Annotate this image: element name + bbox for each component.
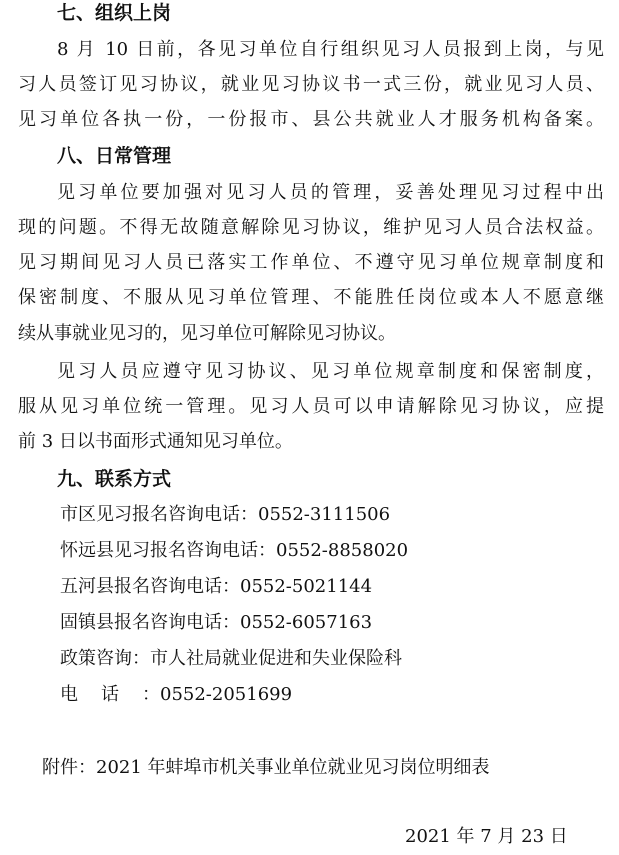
phone-value: 0552-2051699 — [160, 684, 293, 705]
heading-contact-info: 九、联系方式 — [57, 468, 172, 490]
paragraph-line: 习人员签订见习协议，就业见习协议书一式三份，就业见习人员、 — [18, 74, 604, 95]
contact-line-guzhen: 固镇县报名咨询电话：0552-6057163 — [60, 612, 373, 633]
heading-organize-onboarding: 七、组织上岗 — [57, 2, 172, 24]
paragraph-line: 见习人员应遵守见习协议、见习单位规章制度和保密制度， — [57, 361, 604, 382]
contact-line-wuhe: 五河县报名咨询电话：0552-5021144 — [60, 576, 373, 597]
paragraph-line: 续从事就业见习的，见习单位可解除见习协议。 — [18, 323, 396, 344]
contact-line-policy: 政策咨询：市人社局就业促进和失业保险科 — [60, 648, 402, 669]
heading-daily-management: 八、日常管理 — [57, 145, 172, 167]
document-date: 2021 年 7 月 23 日 — [405, 826, 568, 847]
paragraph-line: 见习单位各执一份，一份报市、县公共就业人才服务机构备案。 — [18, 109, 604, 130]
paragraph-line: 现的问题。不得无故随意解除见习协议，维护见习人员合法权益。 — [18, 217, 604, 238]
attachment-line: 附件：2021 年蚌埠市机关事业单位就业见习岗位明细表 — [42, 757, 490, 778]
paragraph-line: 见习单位要加强对见习人员的管理，妥善处理见习过程中出 — [57, 182, 604, 203]
contact-line-phone — [60, 685, 292, 705]
paragraph-line: 服从见习单位统一管理。见习人员可以申请解除见习协议，应提 — [18, 396, 604, 417]
paragraph-line: 保密制度、不服从见习单位管理、不能胜任岗位或本人不愿意继 — [18, 287, 604, 308]
contact-line-huaiyuan: 怀远县见习报名咨询电话：0552-8858020 — [60, 540, 409, 561]
phone-label: 电话： — [60, 684, 160, 705]
paragraph-line: 前 3 日以书面形式通知见习单位。 — [18, 431, 293, 452]
paragraph-line: 8 月 10 日前，各见习单位自行组织见习人员报到上岗，与见 — [57, 39, 604, 60]
paragraph-line: 见习期间见习人员已落实工作单位、不遵守见习单位规章制度和 — [18, 252, 604, 273]
contact-line-city: 市区见习报名咨询电话：0552-3111506 — [60, 504, 391, 525]
